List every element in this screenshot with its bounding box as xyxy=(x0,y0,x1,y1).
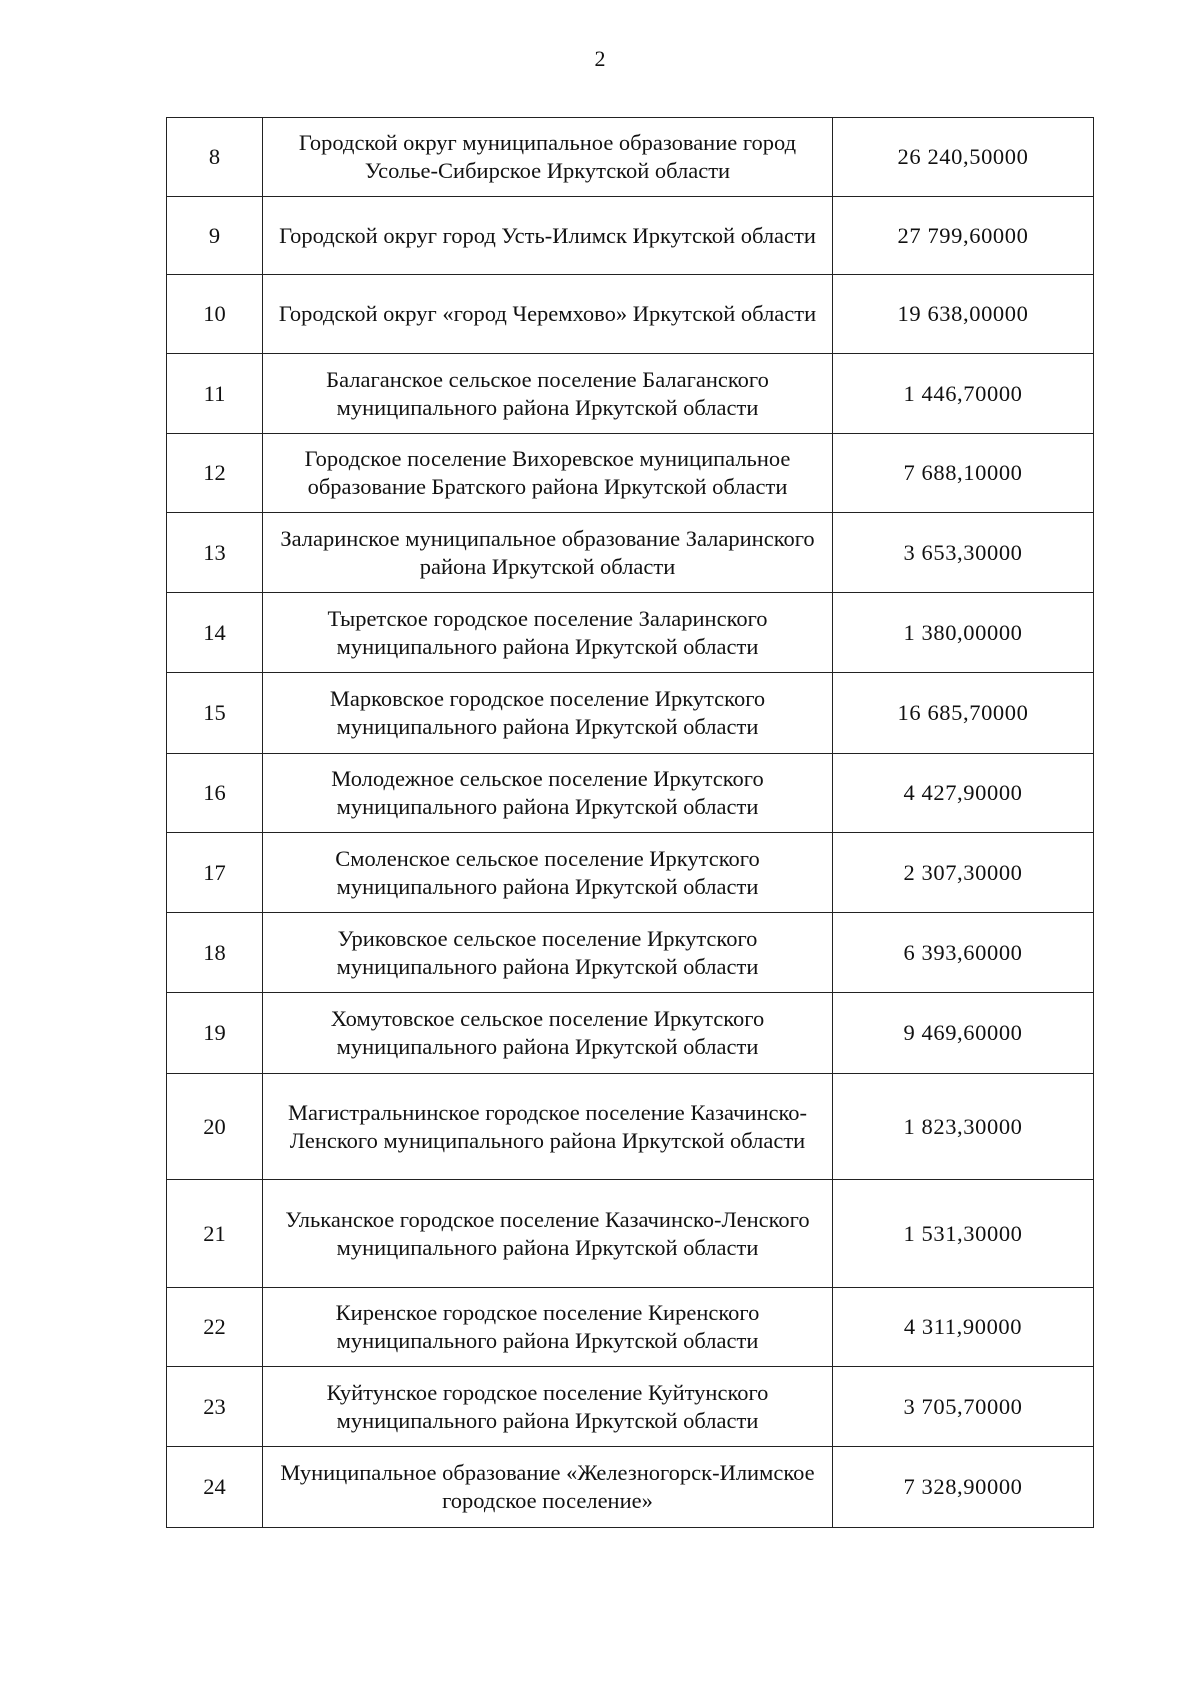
amount-value: 1 446,70000 xyxy=(833,354,1094,434)
table-row xyxy=(167,354,1094,434)
municipality-name: Городской округ город Усть-Илимск Иркутской области xyxy=(263,197,833,275)
table-row xyxy=(167,1367,1094,1447)
municipality-name: Магистральнинское городское поселение Казачинско-Ленского муниципального района Иркутской области xyxy=(263,1074,833,1180)
table-row xyxy=(167,673,1094,754)
page-number: 2 xyxy=(594,46,606,71)
row-number: 12 xyxy=(167,434,263,513)
table-row xyxy=(167,1288,1094,1367)
row-number: 22 xyxy=(167,1288,263,1367)
amount-value: 3 705,70000 xyxy=(833,1367,1094,1447)
amount-value: 27 799,60000 xyxy=(833,197,1094,275)
row-number: 10 xyxy=(167,275,263,354)
amount-value: 4 311,90000 xyxy=(833,1288,1094,1367)
amount-value: 26 240,50000 xyxy=(833,118,1094,197)
table-row xyxy=(167,275,1094,354)
row-number: 18 xyxy=(167,913,263,993)
row-number: 24 xyxy=(167,1447,263,1528)
municipality-name: Хомутовское сельское поселение Иркутского муниципального района Иркутской области xyxy=(263,993,833,1074)
row-number: 21 xyxy=(167,1180,263,1288)
row-number: 16 xyxy=(167,754,263,833)
municipality-name: Киренское городское поселение Киренского муниципального района Иркутской области xyxy=(263,1288,833,1367)
municipality-name: Балаганское сельское поселение Балаганского муниципального района Иркутской области xyxy=(263,354,833,434)
municipality-name: Уриковское сельское поселение Иркутского муниципального района Иркутской области xyxy=(263,913,833,993)
amount-value: 1 380,00000 xyxy=(833,593,1094,673)
row-number: 14 xyxy=(167,593,263,673)
municipality-name: Городской округ муниципальное образование город Усолье-Сибирское Иркутской области xyxy=(263,118,833,197)
table-row xyxy=(167,1074,1094,1180)
municipality-name: Городское поселение Вихоревское муниципальное образование Братского района Иркутской области xyxy=(263,434,833,513)
amount-value: 1 531,30000 xyxy=(833,1180,1094,1288)
amount-value: 7 328,90000 xyxy=(833,1447,1094,1528)
amount-value: 9 469,60000 xyxy=(833,993,1094,1074)
table-row xyxy=(167,434,1094,513)
table-row xyxy=(167,197,1094,275)
amount-value: 2 307,30000 xyxy=(833,833,1094,913)
row-number: 15 xyxy=(167,673,263,754)
table-row xyxy=(167,118,1094,197)
municipality-name: Молодежное сельское поселение Иркутского муниципального района Иркутской области xyxy=(263,754,833,833)
row-number: 9 xyxy=(167,197,263,275)
amount-value: 3 653,30000 xyxy=(833,513,1094,593)
row-number: 23 xyxy=(167,1367,263,1447)
municipality-name: Тыретское городское поселение Заларинского муниципального района Иркутской области xyxy=(263,593,833,673)
table-row xyxy=(167,754,1094,833)
municipality-name: Городской округ «город Черемхово» Иркутской области xyxy=(263,275,833,354)
table-row xyxy=(167,993,1094,1074)
table-row xyxy=(167,1180,1094,1288)
amount-value: 7 688,10000 xyxy=(833,434,1094,513)
row-number: 19 xyxy=(167,993,263,1074)
amount-value: 19 638,00000 xyxy=(833,275,1094,354)
table-row xyxy=(167,513,1094,593)
row-number: 11 xyxy=(167,354,263,434)
row-number: 20 xyxy=(167,1074,263,1180)
municipality-name: Заларинское муниципальное образование Заларинского района Иркутской области xyxy=(263,513,833,593)
table-row xyxy=(167,593,1094,673)
amount-value: 6 393,60000 xyxy=(833,913,1094,993)
row-number: 8 xyxy=(167,118,263,197)
municipality-name: Смоленское сельское поселение Иркутского муниципального района Иркутской области xyxy=(263,833,833,913)
table-row xyxy=(167,913,1094,993)
municipalities-table xyxy=(166,117,1094,1528)
table-row xyxy=(167,1447,1094,1528)
municipality-name: Марковское городское поселение Иркутского муниципального района Иркутской области xyxy=(263,673,833,754)
row-number: 13 xyxy=(167,513,263,593)
row-number: 17 xyxy=(167,833,263,913)
municipality-name: Ульканское городское поселение Казачинско-Ленского муниципального района Иркутской области xyxy=(263,1180,833,1288)
amount-value: 16 685,70000 xyxy=(833,673,1094,754)
amount-value: 1 823,30000 xyxy=(833,1074,1094,1180)
table-row xyxy=(167,833,1094,913)
municipality-name: Куйтунское городское поселение Куйтунского муниципального района Иркутской области xyxy=(263,1367,833,1447)
municipality-name: Муниципальное образование «Железногорск-Илимское городское поселение» xyxy=(263,1447,833,1528)
amount-value: 4 427,90000 xyxy=(833,754,1094,833)
